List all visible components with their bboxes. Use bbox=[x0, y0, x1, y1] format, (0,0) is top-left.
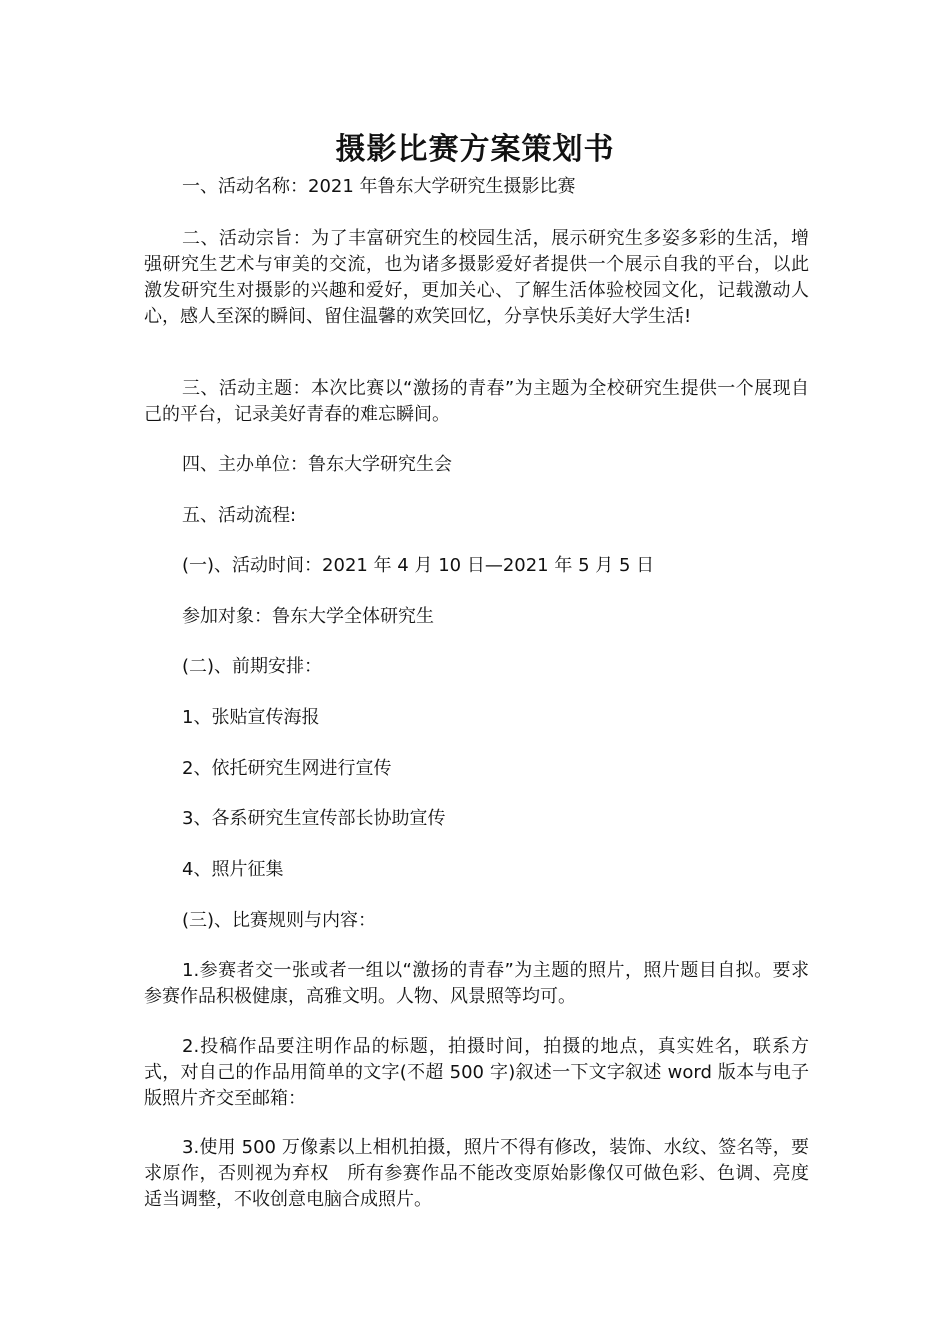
rule-item-2: 2.投稿作品要注明作品的标题，拍摄时间，拍摄的地点，真实姓名，联系方式，对自己的作品用简单的文字(不超 500 字)叙述一下文字叙述 word 版本与电子版照片齐交至邮箱： bbox=[144, 1036, 809, 1109]
paragraph-process-heading: 五、活动流程: bbox=[182, 505, 297, 526]
list-item-website: 2、依托研究生网进行宣传 bbox=[182, 758, 392, 779]
list-item-poster: 1、张贴宣传海报 bbox=[182, 707, 320, 728]
paragraph-activity-time: (一)、活动时间：2021 年 4 月 10 日—2021 年 5 月 5 日 bbox=[182, 555, 655, 576]
paragraph-theme: 三、活动主题：本次比赛以“激扬的青春”为主题为全校研究生提供一个展现自己的平台，记录美好青春的难忘瞬间。 bbox=[144, 378, 809, 425]
paragraph-activity-name: 一、活动名称：2021 年鲁东大学研究生摄影比赛 bbox=[182, 176, 576, 197]
rule-item-1: 1.参赛者交一张或者一组以“激扬的青春”为主题的照片，照片题目自拟。要求参赛作品积极健康，高雅文明。人物、风景照等均可。 bbox=[144, 960, 809, 1007]
list-item-department-promotion: 3、各系研究生宣传部长协助宣传 bbox=[182, 808, 446, 829]
list-item-photo-collection: 4、照片征集 bbox=[182, 859, 284, 880]
rule-item-3: 3.使用 500 万像素以上相机拍摄，照片不得有修改，装饰、水纹、签名等，要求原作，否则视为弃权 所有参赛作品不能改变原始影像仅可做色彩、色调、亮度适当调整，不收创意电脑合成照片。 bbox=[144, 1137, 809, 1210]
paragraph-participants: 参加对象：鲁东大学全体研究生 bbox=[182, 606, 434, 627]
paragraph-organizer: 四、主办单位：鲁东大学研究生会 bbox=[182, 454, 452, 475]
paragraph-rules-heading: (三)、比赛规则与内容： bbox=[182, 910, 377, 931]
document-title: 摄影比赛方案策划书 bbox=[335, 132, 615, 167]
paragraph-purpose: 二、活动宗旨：为了丰富研究生的校园生活，展示研究生多姿多彩的生活，增强研究生艺术与审美的交流，也为诸多摄影爱好者提供一个展示自我的平台，以此激发研究生对摄影的兴趣和爱好，更加关心、了解生活体验校园文化，记载激动人心，感人至深的瞬间、留住温馨的欢笑回忆，分享快乐美好大学生活! bbox=[144, 228, 809, 327]
paragraph-preparation-heading: (二)、前期安排： bbox=[182, 656, 323, 677]
